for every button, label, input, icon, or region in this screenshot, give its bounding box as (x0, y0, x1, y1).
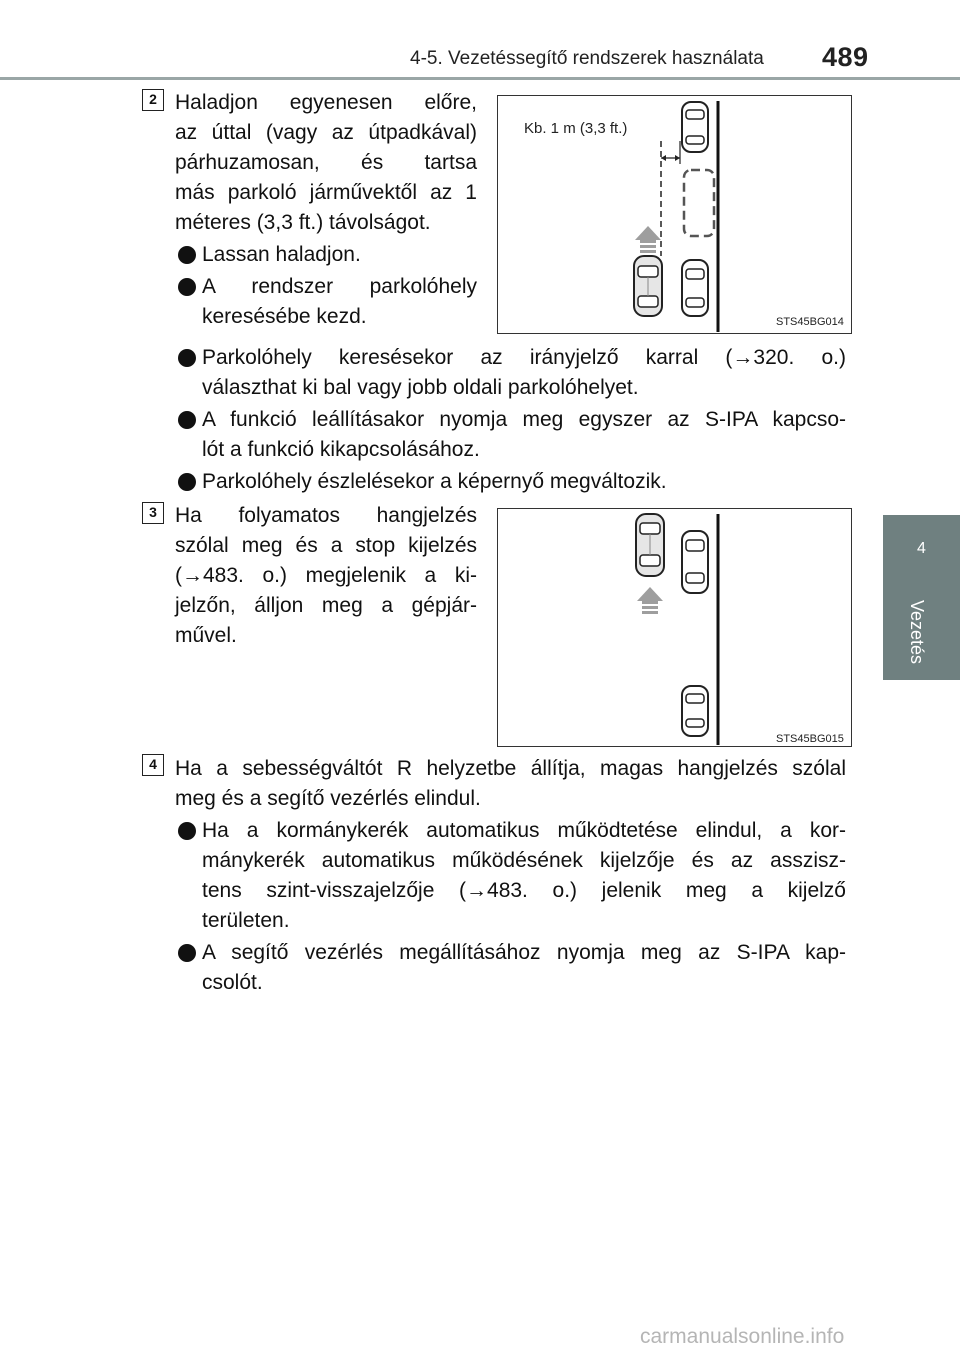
distance-label: Kb. 1 m (3,3 ft.) (524, 120, 628, 137)
step-4-bullet-1-line-1: Ha a kormánykerék automatikus működtetése elindul, a kor- (202, 819, 846, 842)
step-4-bullet-1-line-4: területen. (202, 909, 290, 932)
step-2-line-2: az úttal (vagy az útpadkával) (175, 121, 477, 144)
step-2-line-5: méteres (3,3 ft.) távolságot. (175, 211, 431, 234)
stop-position-illustration (498, 509, 850, 745)
step-2-line-1: Haladjon egyenesen előre, (175, 91, 477, 114)
own-car (636, 514, 664, 576)
step-4-bullet-1-line-2: mánykerék automatikus működésének kijelzője és az asszisz- (202, 849, 846, 872)
direction-arrow (635, 226, 661, 253)
step-3-line-1: Ha folyamatos hangjelzés (175, 504, 477, 527)
step-number-3: 3 (142, 502, 164, 524)
bullet-dot (178, 246, 196, 264)
bullet-dot (178, 944, 196, 962)
bullet-dot (178, 278, 196, 296)
chapter-label: Vezetés (907, 600, 927, 665)
step-4-bullet-1-line-3: tens szint-visszajelzője (→483. o.) jelenik meg a kijelző (202, 879, 846, 902)
step-2-line-4: más parkoló járművektől az 1 (175, 181, 477, 204)
chapter-number: 4 (917, 540, 926, 557)
step-number-2: 2 (142, 89, 164, 111)
step-4-line-2: meg és a segítő vezérlés elindul. (175, 787, 481, 810)
step-4-bullet-2-line-1: A segítő vezérlés megállításához nyomja meg az S-IPA kap- (202, 941, 846, 964)
header-divider (0, 77, 960, 80)
parked-car-rear (682, 686, 708, 736)
bullet-dot (178, 411, 196, 429)
step-3-line-2: szólal meg és a stop kijelzés (175, 534, 477, 557)
page-number: 489 (822, 42, 869, 72)
direction-arrow (637, 587, 663, 614)
step-2-bullet-3-line-2: választhat ki bal vagy jobb oldali parkolóhelyet. (202, 376, 639, 399)
own-car (634, 256, 662, 316)
step-2-bullet-2-line-1: A rendszer parkolóhely (202, 275, 477, 298)
bullet-dot (178, 349, 196, 367)
step-3-line-3: (→483. o.) megjelenik a ki- (175, 564, 477, 587)
step-2-bullet-4-line-1: A funkció leállításakor nyomja meg egyszer az S-IPA kapcso- (202, 408, 846, 431)
step-3-line-4: jelzőn, álljon meg a gépjár- (175, 594, 477, 617)
figure-parking-distance (497, 95, 852, 334)
step-2-line-3: párhuzamosan, és tartsa (175, 151, 477, 174)
figure-code: STS45BG015 (776, 733, 844, 745)
step-3-line-5: művel. (175, 624, 237, 647)
parked-car-front (682, 102, 708, 152)
step-2-bullet-4-line-2: lót a funkció kikapcsolásához. (202, 438, 480, 461)
watermark: carmanualsonline.info (640, 1325, 845, 1348)
step-2-bullet-3-line-1: Parkolóhely keresésekor az irányjelző karral (→320. o.) (202, 346, 846, 369)
figure-code: STS45BG014 (776, 316, 844, 328)
parked-car-rear (682, 260, 708, 316)
parked-car-front (682, 531, 708, 593)
figure-stop-position (497, 508, 852, 747)
step-4-line-1: Ha a sebességváltót R helyzetbe állítja, magas hangjelzés szólal (175, 757, 846, 780)
bullet-dot (178, 822, 196, 840)
bullet-dot (178, 473, 196, 491)
step-2-bullet-1: Lassan haladjon. (202, 243, 361, 266)
step-number-4: 4 (142, 754, 164, 776)
step-2-bullet-5: Parkolóhely észlelésekor a képernyő megváltozik. (202, 470, 667, 493)
step-4-bullet-2-line-2: csolót. (202, 971, 263, 994)
step-2-bullet-2-line-2: keresésébe kezd. (202, 305, 367, 328)
section-title: 4-5. Vezetéssegítő rendszerek használata (410, 48, 764, 69)
page-header (0, 0, 960, 80)
